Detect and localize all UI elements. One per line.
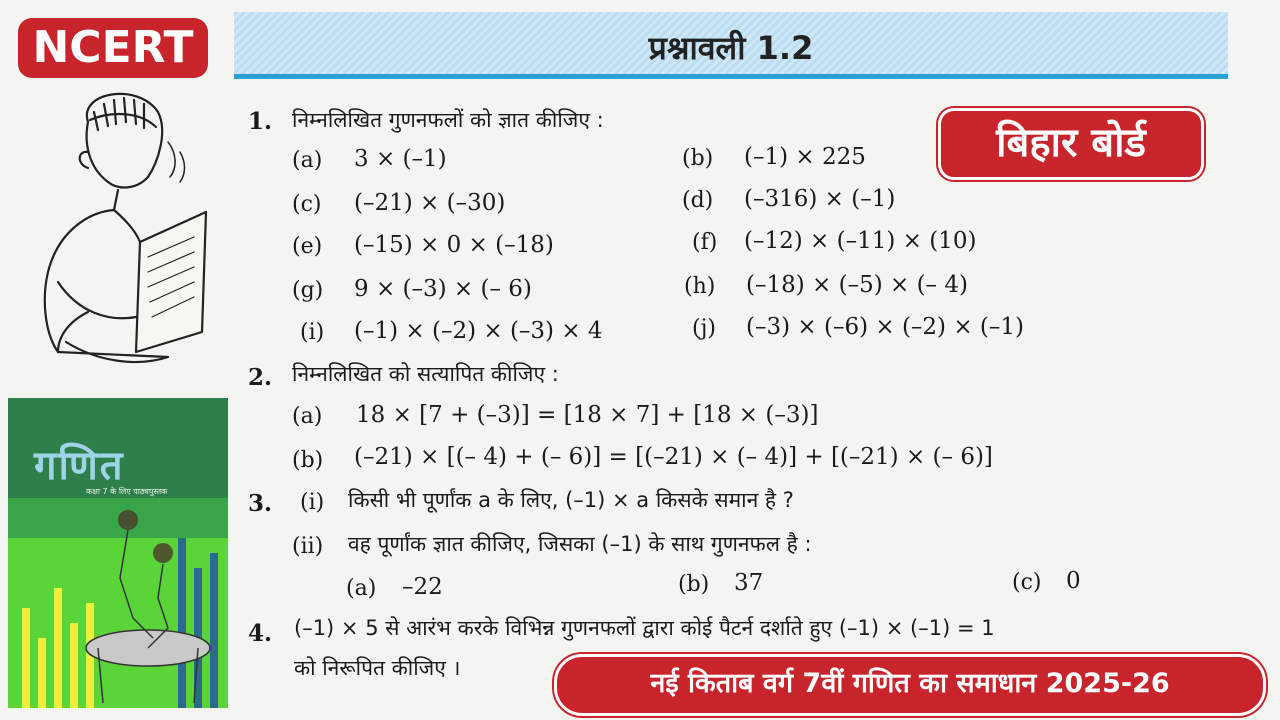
q1-c-expr: (–21) × (–30)	[354, 190, 506, 216]
solution-banner: नई किताब वर्ग 7वीं गणित का समाधान 2025-26	[554, 654, 1266, 716]
exercise-header	[234, 12, 1228, 79]
q1-e-label: (e)	[292, 234, 323, 259]
cover-title: गणित	[34, 442, 125, 489]
q1-f-expr: (–12) × (–11) × (10)	[744, 228, 977, 254]
q3-opt-b-value: 37	[734, 570, 764, 596]
bihar-board-stamp: बिहार बोर्ड	[938, 108, 1204, 180]
q1-a-label: (a)	[292, 148, 323, 173]
q2-b-label: (b)	[292, 448, 324, 473]
q1-instruction: निम्नलिखित गुणनफलों को ज्ञात कीजिए :	[292, 108, 604, 132]
q1-j-expr: (–3) × (–6) × (–2) × (–1)	[746, 314, 1024, 340]
q1-e-expr: (–15) × 0 × (–18)	[354, 232, 554, 258]
q1-b-expr: (–1) × 225	[744, 144, 866, 170]
q1-a-expr: 3 × (–1)	[354, 146, 447, 172]
q2-number: 2.	[248, 364, 273, 391]
q3-ii-label: (ii)	[292, 534, 324, 559]
q4-number: 4.	[248, 620, 273, 647]
q3-opt-c-value: 0	[1066, 568, 1081, 594]
q3-opt-a-value: –22	[402, 574, 443, 600]
q1-number: 1.	[248, 108, 273, 135]
q2-a-expr: 18 × [7 + (–3)] = [18 × 7] + [18 × (–3)]	[356, 402, 819, 428]
exercise-title: प्रश्नावली 1.2	[648, 29, 814, 67]
q1-i-expr: (–1) × (–2) × (–3) × 4	[354, 318, 603, 344]
q3-i-text: किसी भी पूर्णांक a के लिए, (–1) × a किसके समान है ?	[348, 488, 794, 512]
q2-b-expr: (–21) × [(– 4) + (– 6)] = [(–21) × (– 4)] + [(–21) × (– 6)]	[354, 444, 993, 470]
q3-i-label: (i)	[300, 490, 325, 515]
q1-d-label: (d)	[682, 188, 714, 213]
q2-a-label: (a)	[292, 404, 323, 429]
q2-instruction: निम्नलिखित को सत्यापित कीजिए :	[292, 362, 559, 386]
q1-j-label: (j)	[692, 316, 716, 341]
q3-opt-c-label: (c)	[1012, 570, 1042, 595]
q1-h-expr: (–18) × (–5) × (– 4)	[746, 272, 968, 298]
ncert-badge: NCERT	[18, 18, 208, 78]
q1-b-label: (b)	[682, 146, 714, 171]
boy-reading-illustration	[18, 82, 218, 382]
q1-g-expr: 9 × (–3) × (– 6)	[354, 276, 532, 302]
q3-opt-b-label: (b)	[678, 572, 710, 597]
q1-d-expr: (–316) × (–1)	[744, 186, 896, 212]
q4-line2: को निरूपित कीजिए ।	[294, 656, 461, 680]
q4-line1: (–1) × 5 से आरंभ करके विभिन्न गुणनफलों द्वारा कोई पैटर्न दर्शाते हुए (–1) × (–1) = 1	[294, 616, 995, 640]
cover-subtitle: कक्षा 7 के लिए पाठ्यपुस्तक	[86, 487, 168, 496]
q1-f-label: (f)	[692, 230, 718, 255]
q3-number: 3.	[248, 490, 273, 517]
q1-c-label: (c)	[292, 192, 322, 217]
q1-i-label: (i)	[300, 320, 325, 345]
q3-opt-a-label: (a)	[346, 576, 377, 601]
cover-artwork	[8, 498, 228, 708]
math-book-cover	[8, 398, 228, 708]
q3-ii-text: वह पूर्णांक ज्ञात कीजिए, जिसका (–1) के साथ गुणनफल है :	[348, 532, 812, 556]
q1-h-label: (h)	[684, 274, 716, 299]
q1-g-label: (g)	[292, 278, 324, 303]
